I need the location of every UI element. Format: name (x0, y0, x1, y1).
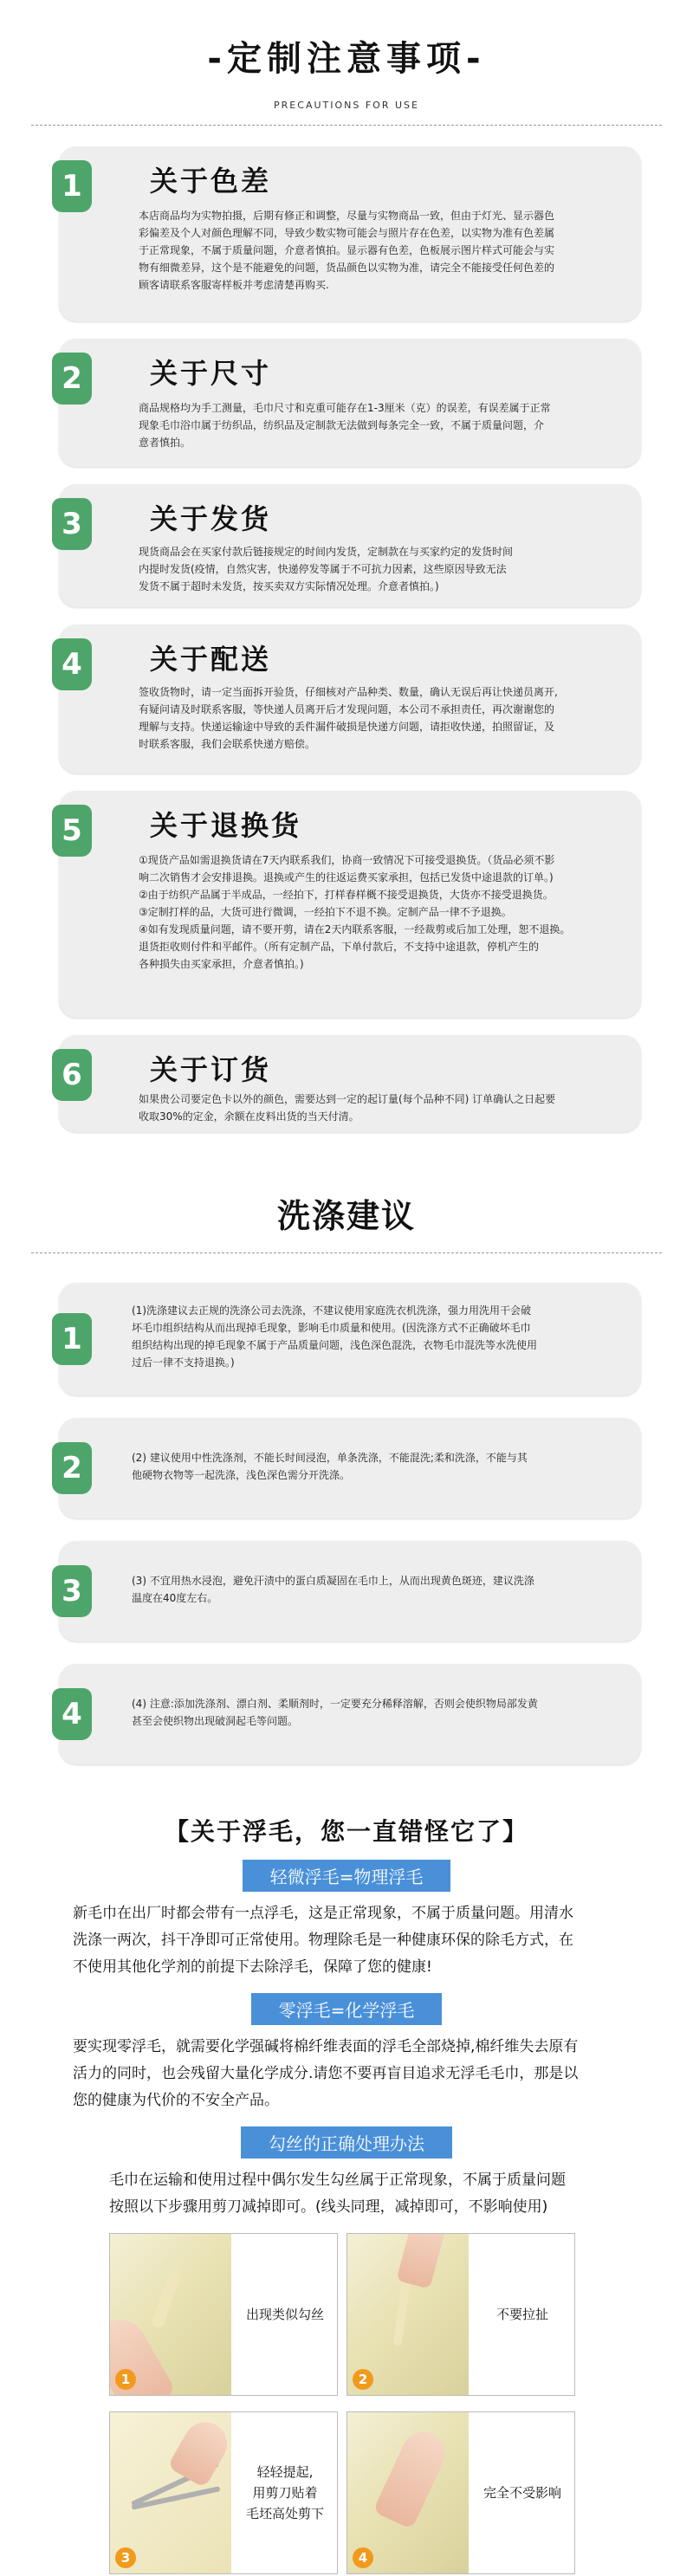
finger-image (167, 2414, 235, 2489)
card-body (139, 543, 631, 595)
caption-line: 用剪刀贴着 (252, 2485, 318, 2501)
body-line: 各种损失由买家承担，介意者慎拍。) (139, 958, 304, 970)
body-line: 坏毛巾组织结构从而出现掉毛现象，影响毛巾质量和使用。(因洗涤方式不正确破坏毛巾 (132, 1322, 531, 1334)
para-line: 毛巾在运输和使用过程中偶尔发生勾丝属于正常现象，不属于质量问题 (109, 2171, 566, 2189)
body-line: 彩偏差及个人对颜色理解不同，导致少数实物可能会与照片存在色差，以实物为准有色差属 (139, 227, 555, 239)
number-badge: 2 (52, 353, 92, 405)
body-line: 收取30%的定金，余额在皮料出货的当天付清。 (139, 1110, 359, 1123)
body-line: 现象毛巾浴巾属于纺织品，纺织品及定制款无法做到每条完全一致，不属于质量问题，介 (139, 419, 545, 431)
step-caption (476, 2234, 569, 2395)
precaution-card-returns (59, 791, 641, 1018)
card-body (132, 1302, 631, 1371)
snag-thread (150, 2269, 182, 2330)
body-line: (1)洗涤建议去正规的洗涤公司去洗涤，不建议使用家庭洗衣机洗涤，强力用洗用干会破 (132, 1304, 532, 1317)
label-chemical-fluff: 零浮毛=化学浮毛 (251, 1993, 443, 2025)
card-body (132, 1449, 631, 1484)
precaution-card-color (59, 146, 641, 321)
card-body (139, 1091, 631, 1125)
number-badge: 4 (52, 1688, 92, 1740)
body-line: 发货不属于超时未发货，按买卖双方实际情况处理。介意者慎拍。) (139, 580, 439, 592)
caption-line: 完全不受影响 (483, 2485, 561, 2501)
number-badge: 6 (52, 1049, 92, 1101)
snag-steps (0, 2233, 693, 2576)
body-line: 物有细微差异，这个是不能避免的问题，货品颜色以实物为准，请完全不能接受任何色差的 (139, 262, 555, 274)
precaution-card-delivery (59, 625, 641, 773)
step-photo (109, 2411, 338, 2574)
body-line: 他硬物衣物等一起洗涤，浅色深色需分开洗涤。 (132, 1469, 351, 1481)
fluff-paragraph (73, 2034, 658, 2114)
body-line: 响二次销售才会安排退换。退换或产生的往返运费买家承担，包括已发货中途退款的订单。) (139, 871, 554, 883)
washing-card (59, 1664, 641, 1764)
body-line: 理解与支持。快递运输途中导致的丢件漏件破损是快递方问题，请拒收快递，拍照留证，及 (139, 721, 555, 733)
card-body (139, 851, 631, 973)
step-caption (238, 2234, 332, 2395)
body-line: 本店商品均为实物拍摄，后期有修正和调整，尽量与实物商品一致，但由于灯光、显示器色 (139, 210, 555, 222)
step-number: 1 (115, 2369, 136, 2390)
body-line: 退货拒收则付件和平邮件。（所有定制产品，下单付款后，不支持中途退款，停机产生的 (139, 941, 540, 953)
number-badge: 5 (52, 805, 92, 857)
card-title: 关于退换货 (150, 809, 302, 842)
para-line: 洗涤一两次，抖干净即可正常使用。物理除毛是一种健康环保的除毛方式，在 (73, 1932, 573, 1949)
divider (31, 125, 662, 126)
page-header (0, 0, 693, 111)
body-line: 过后一律不支持退换。) (132, 1356, 235, 1369)
body-line: 签收货物时，请一定当面拆开验货，仔细核对产品种类、数量，确认无误后再让快递员离开, (139, 686, 558, 698)
number-badge: 2 (52, 1442, 92, 1494)
number-badge: 3 (52, 498, 92, 550)
body-line: ④如有发现质量问题，请不要开剪，请在2天内联系客服，一经裁剪或后加工处理，恕不退换。 (139, 923, 571, 935)
step-number: 2 (353, 2369, 373, 2390)
step-caption (238, 2412, 332, 2573)
para-line: 您的健康为代价的不安全产品。 (73, 2092, 279, 2109)
washing-list (0, 1283, 693, 1764)
body-line: 时联系客服，我们会联系快递方赔偿。 (139, 738, 316, 750)
body-line: 温度在40度左右。 (132, 1592, 218, 1604)
caption-line: 轻轻提起, (256, 2464, 314, 2480)
fluff-paragraph (73, 1900, 658, 1981)
finger-image (396, 2233, 447, 2289)
para-line: 要实现零浮毛，就需要化学强碱将棉纤维表面的浮毛全部烧掉,棉纤维失去原有 (73, 2038, 579, 2055)
precaution-card-shipping (59, 484, 641, 607)
body-line: 意者慎拍。 (139, 437, 191, 449)
divider (31, 1252, 662, 1253)
caption-line: 出现类似勾丝 (245, 2307, 324, 2322)
card-title: 关于订货 (150, 1053, 272, 1086)
page-subtitle: PRECAUTIONS FOR USE (274, 100, 419, 111)
para-line: 按照以下步骤用剪刀减掉即可。(线头同理，减掉即可，不影响使用) (109, 2198, 548, 2216)
card-body (139, 683, 631, 753)
para-line: 新毛巾在出厂时都会带有一点浮毛，这是正常现象，不属于质量问题。用清水 (73, 1905, 573, 1922)
caption-line: 毛坯高处剪下 (245, 2506, 324, 2521)
step-photo (346, 2233, 575, 2396)
card-title: 关于发货 (150, 502, 272, 535)
body-line: 组织结构出现的掉毛现象不属于产品质量问题，浅色深色混洗，衣物毛巾混洗等水洗使用 (132, 1339, 538, 1351)
label-snag-handling: 勾丝的正确处理办法 (241, 2126, 452, 2159)
body-line: ①现货产品如需退换货请在7天内联系我们，协商一致情况下可接受退换货。（货品必须不影 (139, 854, 555, 866)
card-title: 关于色差 (150, 165, 272, 197)
body-line: 现货商品会在买家付款后链接规定的时间内发货，定制款在与买家约定的发货时间 (139, 546, 514, 558)
body-line: (2) 建议使用中性洗涤剂，不能长时间浸泡，单条洗涤，不能混洗;柔和洗涤，不能与其 (132, 1452, 528, 1464)
fluff-paragraph (109, 2167, 658, 2221)
para-line: 活力的同时，也会残留大量化学成分.请您不要再盲目追求无浮毛毛巾，那是以 (73, 2065, 579, 2082)
body-line: 甚至会使织物出现破洞起毛等问题。 (132, 1715, 299, 1727)
precaution-card-ordering (59, 1035, 641, 1132)
para-line: 不使用其他化学剂的前提下去除浮毛，保障了您的健康! (73, 1958, 432, 1976)
body-line: 内提时发货(疫情，自然灾害，快递停发等属于不可抗力因素，这些原因导致无法 (139, 563, 507, 575)
step-caption (476, 2412, 569, 2573)
step-number: 4 (353, 2547, 373, 2568)
precaution-card-size (59, 339, 641, 467)
fluff-section (0, 1813, 693, 2576)
washing-card (59, 1541, 641, 1641)
card-title: 关于尺寸 (150, 357, 272, 390)
caption-line: 不要拉扯 (495, 2307, 548, 2322)
step-photo (109, 2233, 338, 2396)
card-title: 关于配送 (150, 643, 272, 676)
body-line: (4) 注意:添加洗涤剂、漂白剂、柔顺剂时，一定要充分稀释溶解，否则会使织物局部发黄 (132, 1698, 538, 1710)
body-line: ③定制打样的品，大货可进行微调，一经拍下不退不换。定制产品一律不予退换。 (139, 906, 512, 918)
washing-card (59, 1283, 641, 1395)
label-physical-fluff: 轻微浮毛=物理浮毛 (243, 1860, 451, 1892)
page-title: -定制注意事项- (207, 39, 486, 79)
step-photo (346, 2411, 575, 2574)
card-body (139, 207, 631, 294)
body-line: ②由于纺织产品属于半成品，一经拍下，打样春样概不接受退换货，大货亦不接受退换货。 (139, 889, 554, 901)
card-body (139, 399, 631, 451)
body-line: 商品规格均为手工测量，毛巾尺寸和克重可能存在1-3厘米（克）的误差，有误差属于正常 (139, 402, 551, 414)
card-body (132, 1695, 631, 1730)
card-body (132, 1572, 631, 1607)
step-number: 3 (115, 2547, 136, 2568)
fluff-title: 【关于浮毛，您一直错怪它了】 (164, 1817, 528, 1846)
body-line: 有疑问请及时联系客服，等快递人员离开后才发现问题，本公司不承担责任，再次谢谢您的 (139, 703, 555, 715)
number-badge: 4 (52, 638, 92, 690)
finger-image (372, 2425, 452, 2530)
washing-card (59, 1418, 641, 1518)
body-line: (3) 不宜用热水浸泡，避免汗渍中的蛋白质凝固在毛巾上，从而出现黄色斑迹，建议洗涤 (132, 1575, 534, 1587)
body-line: 顾客请联系客服寄样板并考虑清楚再购买. (139, 279, 329, 291)
number-badge: 1 (52, 1313, 92, 1365)
washing-title: 洗涤建议 (276, 1197, 416, 1235)
precautions-list (0, 146, 693, 1132)
number-badge: 3 (52, 1565, 92, 1617)
body-line: 如果贵公司要定色卡以外的颜色，需要达到一定的起订量(每个品种不同) 订单确认之日起要 (139, 1093, 556, 1105)
number-badge: 1 (52, 160, 92, 212)
body-line: 于正常现象，不属于质量问题，介意者慎拍。显示器有色差，色板展示图片样式可能会与实 (139, 244, 555, 256)
